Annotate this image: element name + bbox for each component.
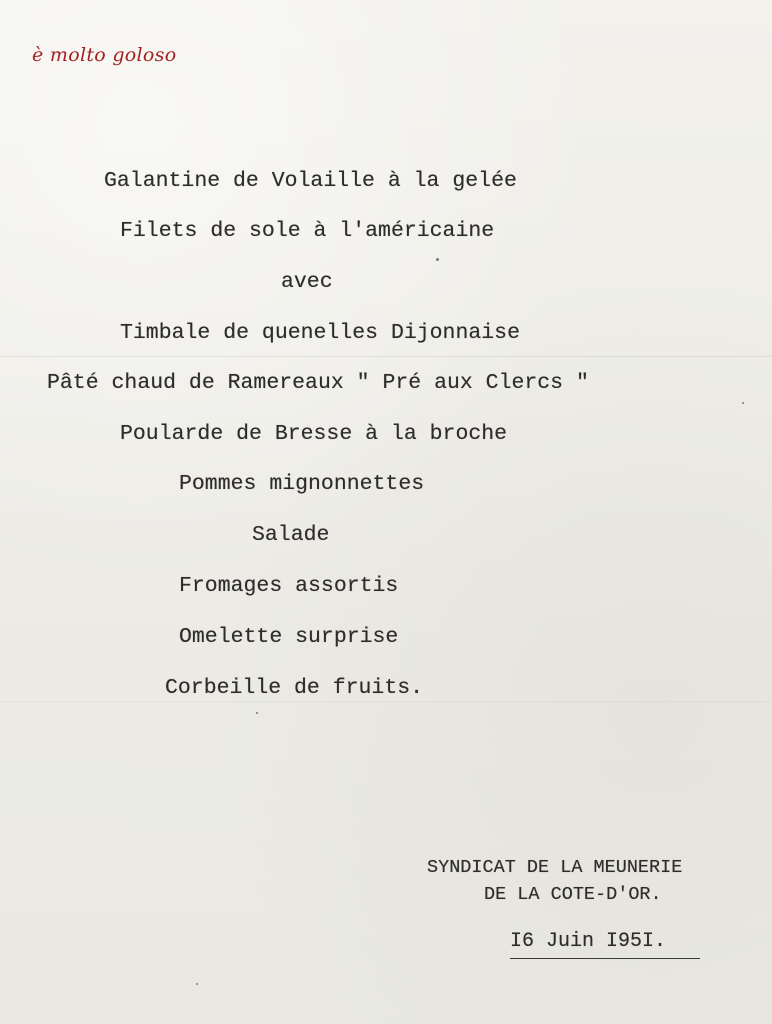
paper-fold-line (0, 356, 772, 357)
menu-item: Corbeille de fruits. (165, 676, 424, 700)
date-block (510, 932, 700, 959)
menu-item: Filets de sole à l'américaine (120, 219, 495, 243)
menu-item: Fromages assortis (179, 574, 399, 598)
paper-fold-line (0, 701, 772, 702)
paper-speck (256, 712, 258, 714)
paper-speck (196, 983, 198, 985)
paper-speck (436, 258, 439, 261)
signature-line-1: SYNDICAT DE LA MEUNERIE (427, 857, 683, 878)
handwritten-annotation: è molto goloso (32, 44, 177, 66)
menu-item: Pâté chaud de Ramereaux " Pré aux Clercs " (47, 371, 589, 395)
menu-item: Poularde de Bresse à la broche (120, 422, 508, 446)
menu-item: avec (281, 270, 333, 294)
menu-item: Salade (252, 523, 330, 547)
menu-item: Galantine de Volaille à la gelée (104, 169, 517, 193)
signature-line-2: DE LA COTE-D'OR. (484, 884, 662, 905)
menu-item: Pommes mignonnettes (179, 472, 425, 496)
menu-item: Omelette surprise (179, 625, 399, 649)
paper-speck (742, 402, 744, 404)
menu-date: I6 Juin I95I. (510, 930, 667, 953)
menu-item: Timbale de quenelles Dijonnaise (120, 321, 520, 345)
